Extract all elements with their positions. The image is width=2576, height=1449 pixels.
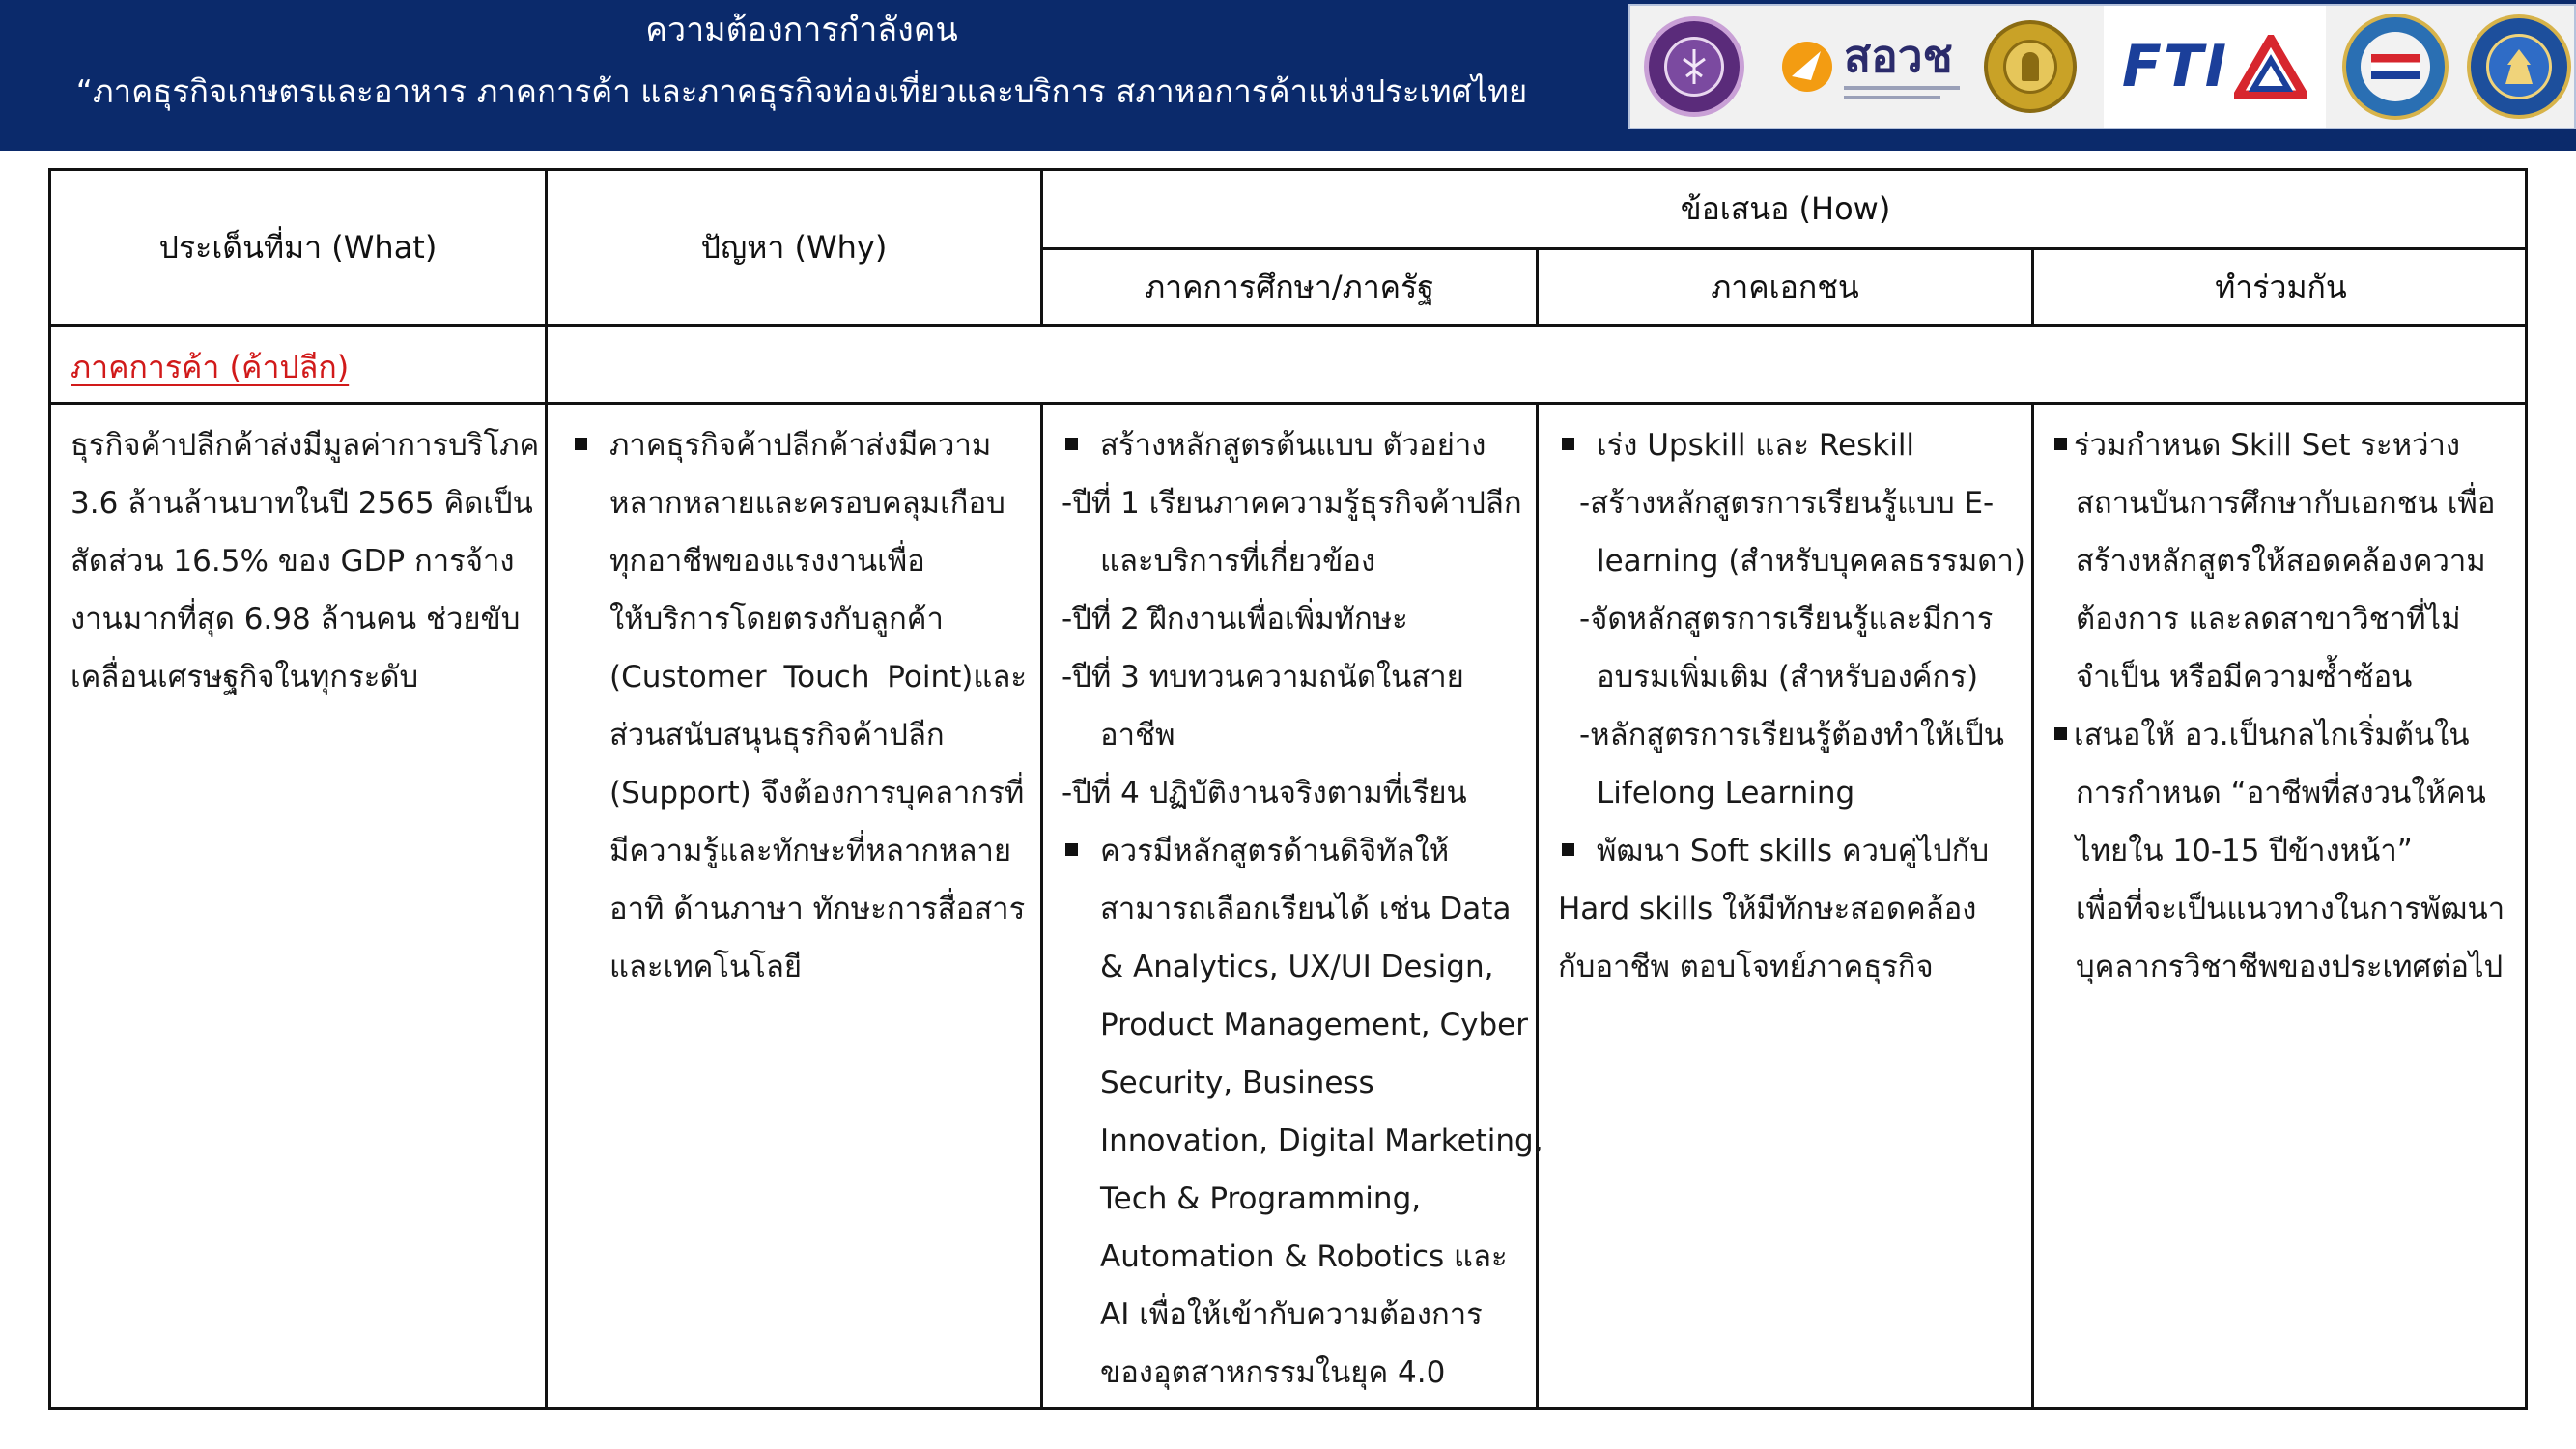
why-line: และเทคโนโลยี — [609, 950, 803, 984]
what-line: 3.6 ล้านล้านบาทในปี 2565 คิดเป็น — [71, 486, 533, 521]
header-what: ประเด็นที่มา (What) — [158, 228, 438, 266]
ovec-mark-icon — [1778, 38, 1836, 96]
why-line: ภาคธุรกิจค้าปลีกค้าส่งมีความ — [571, 416, 1027, 474]
gov-line: สร้างหลักสูตรต้นแบบ ตัวอย่าง — [1062, 416, 1525, 474]
what-line: เคลื่อนเศรษฐกิจในทุกระดับ — [71, 660, 419, 695]
gov-line: และบริการที่เกี่ยวข้อง — [1100, 544, 1376, 579]
joint-line: ร่วมกำหนด Skill Set ระหว่าง — [2054, 416, 2518, 474]
gov-line: ควรมีหลักสูตรด้านดิจิทัลให้ — [1062, 822, 1525, 880]
header-title-line1: ความต้องการกำลังคน — [645, 11, 958, 49]
proposal-table — [48, 168, 2528, 1410]
gov-line: Security, Business — [1100, 1065, 1374, 1100]
how-joint-cell — [2054, 416, 2518, 996]
header-how-government: ภาคการศึกษา/ภาครัฐ — [1145, 268, 1434, 305]
gov-line: -ปีที่ 4 ปฏิบัติงานจริงตามที่เรียน — [1062, 776, 1467, 810]
private-line: Hard skills ให้มีทักษะสอดคล้อง — [1558, 892, 1977, 926]
private-line: -จัดหลักสูตรการเรียนรู้และมีการ — [1579, 602, 1994, 637]
joint-line: จำเป็น หรือมีความซ้ำซ้อน — [2076, 660, 2413, 695]
gov-line: Innovation, Digital Marketing, — [1100, 1123, 1543, 1158]
how-government-cell — [1062, 416, 1543, 1402]
what-line: งานมากที่สุด 6.98 ล้านคน ช่วยขับ — [71, 602, 521, 637]
why-line: หลากหลายและครอบคลุมเกือบ — [609, 486, 1005, 521]
gov-line: Automation & Robotics และ — [1100, 1239, 1508, 1274]
why-line: มีความรู้และทักษะที่หลากหลาย — [609, 834, 1012, 868]
gov-line: -ปีที่ 2 ฝึกงานเพื่อเพิ่มทักษะ — [1062, 602, 1408, 637]
what-line: สัดส่วน 16.5% ของ GDP การจ้าง — [71, 544, 515, 579]
why-line: ทุกอาชีพของแรงงานเพื่อ — [609, 544, 925, 579]
private-line: learning (สำหรับบุคคลธรรมดา) — [1597, 544, 2025, 579]
private-line: เร่ง Upskill และ Reskill — [1558, 416, 2022, 474]
joint-line: บุคลากรวิชาชีพของประเทศต่อไป — [2076, 950, 2504, 984]
gold-seal-logo — [1976, 6, 2084, 128]
gov-line: -ปีที่ 3 ทบทวนความถนัดในสาย — [1062, 660, 1464, 695]
section-title: ภาคการค้า (ค้าปลีก) — [71, 349, 350, 385]
gov-line: อาชีพ — [1100, 718, 1175, 753]
blue-seal-logo — [2463, 6, 2575, 128]
what-cell — [71, 416, 540, 706]
fti-logo — [2104, 6, 2326, 128]
private-line: Lifelong Learning — [1597, 776, 1855, 810]
why-line: (Support) จึงต้องการบุคลากรที่ — [609, 776, 1025, 810]
gov-line: AI เพื่อให้เข้ากับความต้องการ — [1100, 1297, 1483, 1332]
joint-line: สร้างหลักสูตรให้สอดคล้องความ — [2076, 544, 2486, 579]
why-line: อาทิ ด้านภาษา ทักษะการสื่อสาร — [609, 892, 1026, 926]
ovec-logo-text: สอวช — [1844, 30, 1953, 82]
fti-logo-text: FTI — [2121, 33, 2229, 100]
why-cell — [571, 416, 1027, 996]
joint-line: เสนอให้ อว.เป็นกลไกเริ่มต้นใน — [2054, 706, 2518, 764]
gov-line: Tech & Programming, — [1100, 1181, 1422, 1216]
header-how-joint: ทำร่วมกัน — [2215, 268, 2347, 305]
why-line: ส่วนสนับสนุนธุรกิจค้าปลีก — [609, 718, 945, 753]
why-line: (Customer Touch Point)และ — [609, 660, 1027, 695]
header-banner — [0, 0, 2576, 151]
purple-seal-logo — [1634, 6, 1754, 128]
private-line: -สร้างหลักสูตรการเรียนรู้แบบ E- — [1579, 486, 1995, 521]
ovec-logo — [1768, 6, 1970, 128]
pagoda-icon — [2502, 47, 2536, 86]
how-private-cell — [1558, 416, 2025, 996]
header-title-line2: “ภาคธุรกิจเกษตรและอาหาร ภาคการค้า และภาคธุรกิจท่องเที่ยวและบริการ สภาหอการค้าแห่งประเทศไทย — [75, 72, 1528, 110]
gov-line: -ปีที่ 1 เรียนภาคความรู้ธุรกิจค้าปลีก — [1062, 486, 1522, 521]
header-how-private: ภาคเอกชน — [1711, 268, 1859, 305]
gov-line: & Analytics, UX/UI Design, — [1100, 950, 1494, 984]
what-line: ธุรกิจค้าปลีกค้าส่งมีมูลค่าการบริโภค — [71, 428, 540, 463]
gov-line: ของอุตสาหกรรมในยุค 4.0 — [1100, 1355, 1446, 1390]
logo-strip — [1628, 4, 2576, 129]
joint-line: สถานบันการศึกษากับเอกชน เพื่อ — [2076, 486, 2496, 521]
why-line: ให้บริการโดยตรงกับลูกค้า — [609, 602, 944, 637]
joint-line: เพื่อที่จะเป็นแนวทางในการพัฒนา — [2076, 892, 2505, 926]
header-how: ข้อเสนอ (How) — [1680, 190, 1891, 227]
gov-line: สามารถเลือกเรียนได้ เช่น Data — [1100, 892, 1512, 926]
header-why: ปัญหา (Why) — [700, 228, 888, 266]
chamber-of-commerce-seal-logo — [2334, 6, 2457, 128]
gov-line: Product Management, Cyber — [1100, 1008, 1528, 1042]
private-line: อบรมเพิ่มเติม (สำหรับองค์กร) — [1597, 660, 1979, 695]
emblem-icon — [1678, 47, 1711, 86]
joint-line: ไทยใน 10-15 ปีข้างหน้า” — [2076, 834, 2413, 868]
fti-triangle-icon — [2234, 35, 2307, 99]
private-line: กับอาชีพ ตอบโจทย์ภาคธุรกิจ — [1558, 950, 1934, 984]
private-line: พัฒนา Soft skills ควบคู่ไปกับ — [1558, 822, 2022, 880]
private-line: -หลักสูตรการเรียนรู้ต้องทำให้เป็น — [1579, 718, 2004, 753]
joint-line: การกำหนด “อาชีพที่สงวนให้คน — [2076, 776, 2486, 810]
joint-line: ต้องการ และลดสาขาวิชาที่ไม่ — [2076, 602, 2461, 637]
